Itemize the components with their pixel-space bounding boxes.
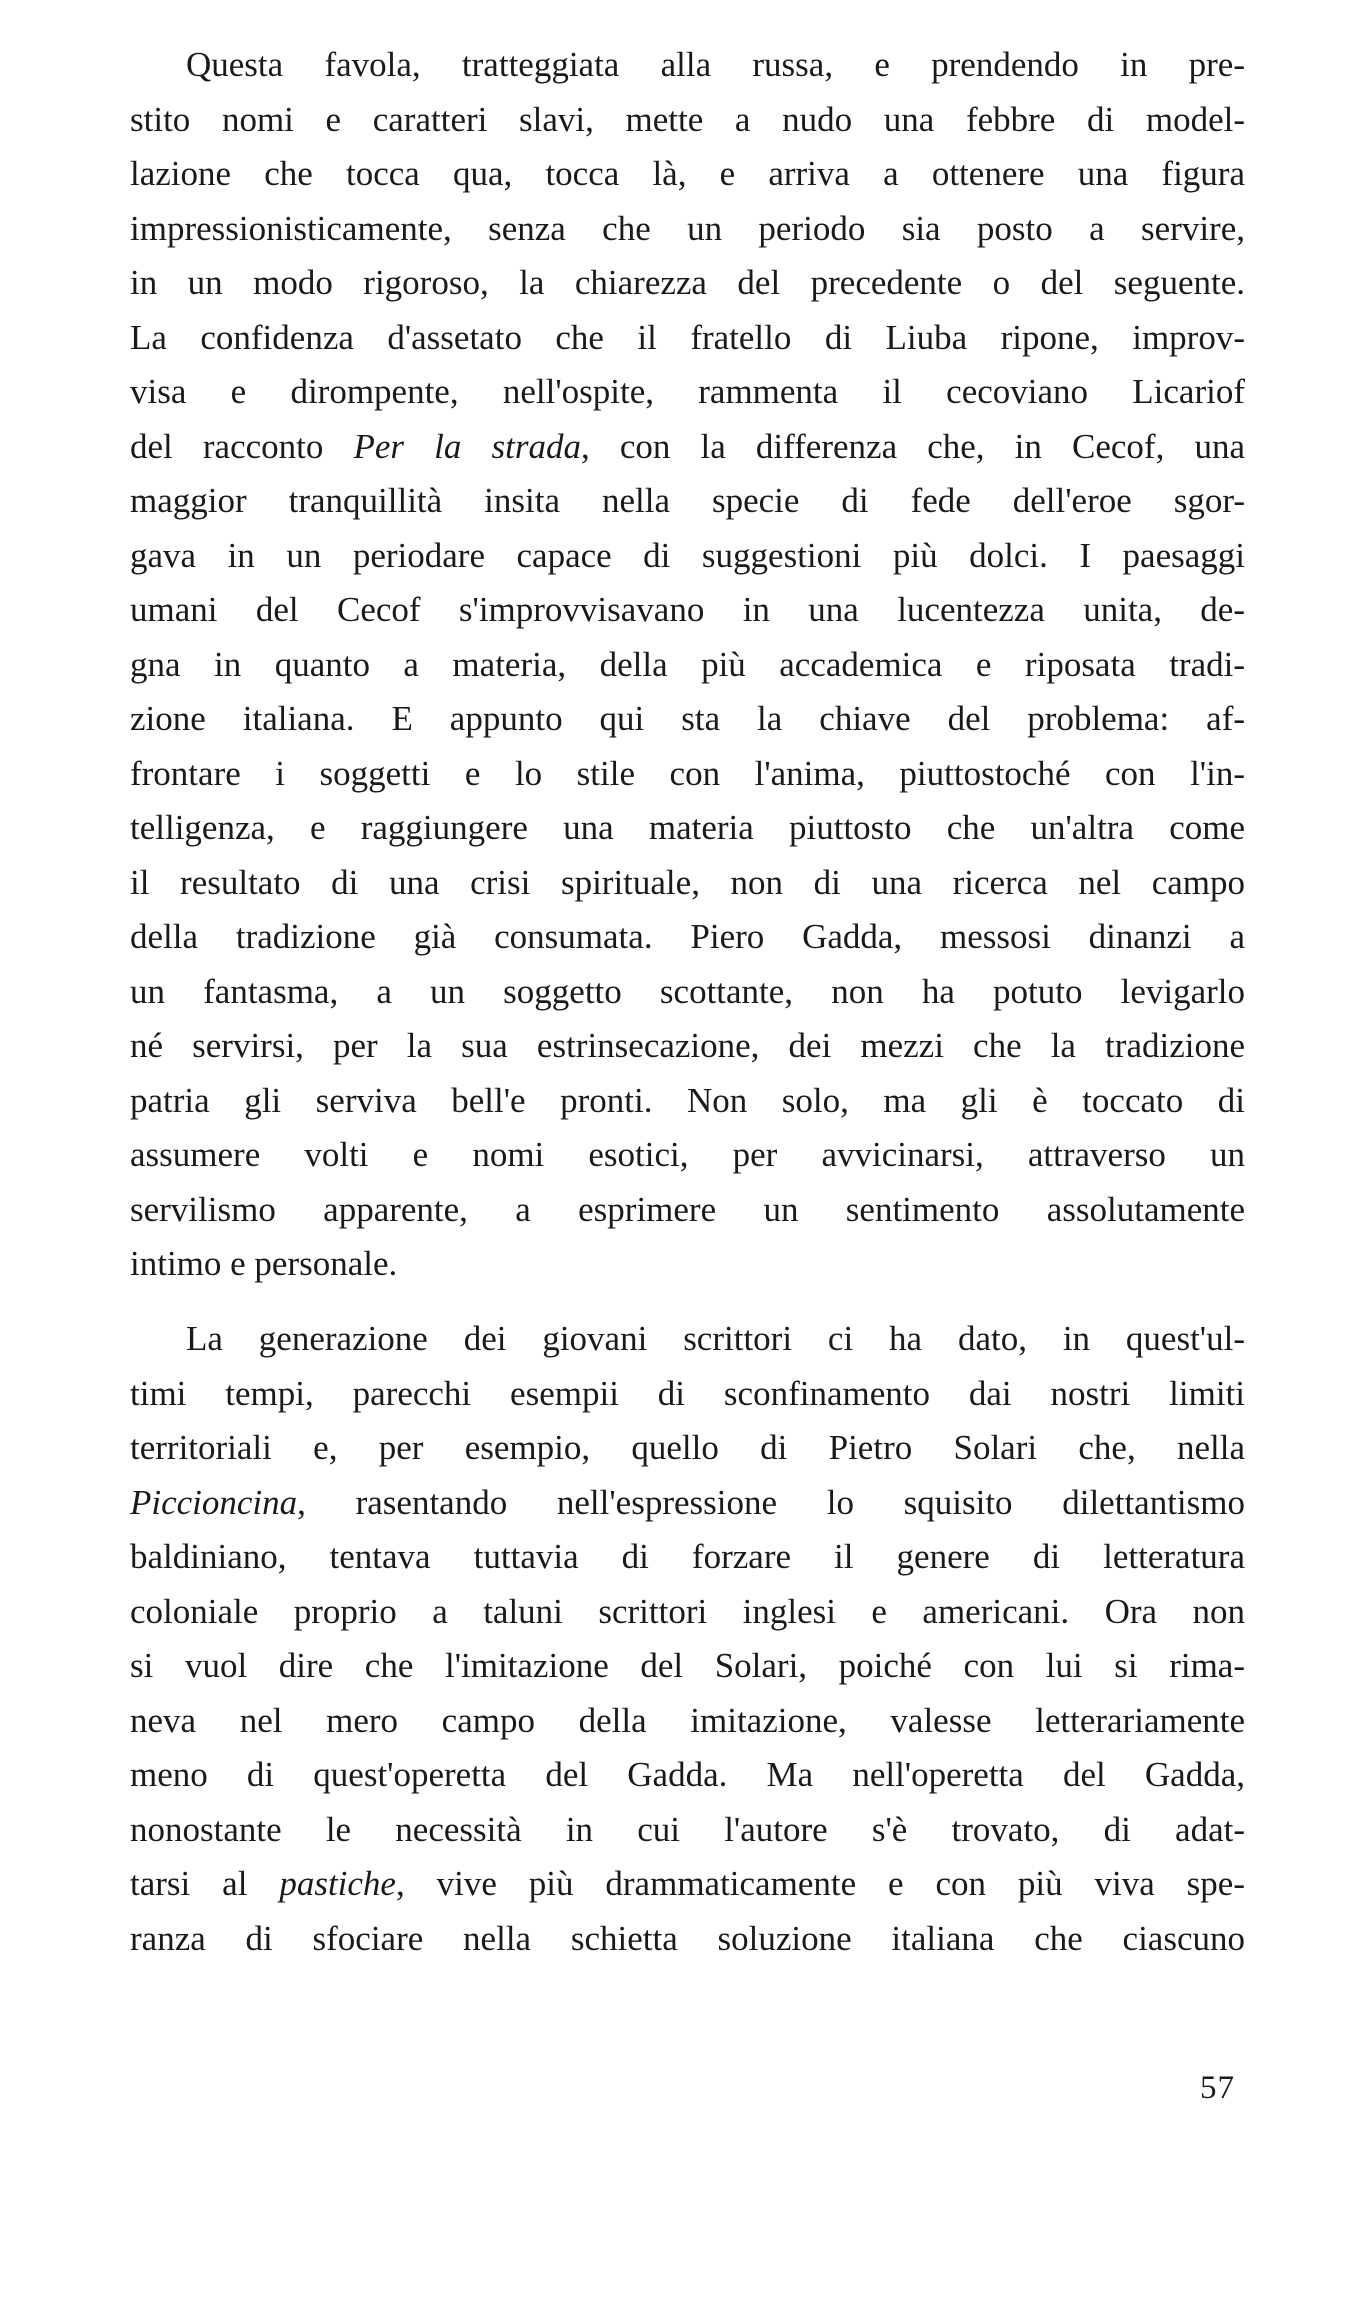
italic-title: Per la strada xyxy=(353,426,581,466)
text-line: gna in quanto a materia, della più accademica e riposata tradi- xyxy=(130,644,1245,684)
text-line: timi tempi, parecchi esempii di sconfinamento dai nostri limiti xyxy=(130,1373,1245,1413)
text-line: un fantasma, a un soggetto scottante, non ha potuto levigarlo xyxy=(130,971,1245,1011)
text-line: neva nel mero campo della imitazione, valesse letterariamente xyxy=(130,1700,1245,1740)
text-segment: tarsi al xyxy=(130,1864,280,1903)
text-line: meno di quest'operetta del Gadda. Ma nell'operetta del Gadda, xyxy=(130,1755,1245,1794)
text-line: territoriali e, per esempio, quello di Pietro Solari che, nella xyxy=(130,1428,1245,1467)
text-line xyxy=(130,1476,1245,1531)
text-line: coloniale proprio a taluni scrittori inglesi e americani. Ora non xyxy=(130,1591,1245,1631)
text-line: zione italiana. E appunto qui sta la chiave del problema: af- xyxy=(130,699,1245,738)
text-line: frontare i soggetti e lo stile con l'anima, piuttostoché con l'in- xyxy=(130,753,1245,793)
text-line: patria gli serviva bell'e pronti. Non solo, ma gli è toccato di xyxy=(130,1080,1245,1120)
text-line: assumere volti e nomi esotici, per avvicinarsi, attraverso un xyxy=(130,1135,1245,1174)
text-line: Questa favola, tratteggiata alla russa, e prendendo in pre- xyxy=(186,45,1245,84)
text-line: lazione che tocca qua, tocca là, e arriva a ottenere una figura xyxy=(130,154,1245,193)
text-line: né servirsi, per la sua estrinsecazione, dei mezzi che la tradizione xyxy=(130,1026,1245,1065)
text-line: La generazione dei giovani scrittori ci ha dato, in quest'ul- xyxy=(186,1319,1245,1358)
text-segment: del racconto xyxy=(130,426,354,466)
text-line: maggior tranquillità insita nella specie di fede dell'eroe sgor- xyxy=(130,481,1245,520)
italic-title: pastiche xyxy=(279,1864,396,1903)
text-line: La confidenza d'assetato che il fratello di Liuba ripone, improv- xyxy=(130,317,1245,357)
text-line: intimo e personale. xyxy=(130,1244,398,1283)
page-number: 57 xyxy=(1200,2070,1235,2106)
text-segment: , con la differenza che, in Cecof, una xyxy=(580,426,1245,466)
paragraph-2 xyxy=(130,1312,1245,1966)
text-line: in un modo rigoroso, la chiarezza del precedente o del seguente. xyxy=(130,263,1245,302)
text-line: visa e dirompente, nell'ospite, rammenta il cecoviano Licariof xyxy=(130,372,1245,411)
text-line: si vuol dire che l'imitazione del Solari, poiché con lui si rima- xyxy=(130,1646,1245,1685)
text-line xyxy=(130,420,1245,475)
italic-title: Piccioncina xyxy=(130,1482,298,1522)
text-line: umani del Cecof s'improvvisavano in una lucentezza unita, de- xyxy=(130,590,1245,629)
text-line: telligenza, e raggiungere una materia piuttosto che un'altra come xyxy=(130,808,1245,847)
text-line xyxy=(130,1857,1245,1912)
text-line: gava in un periodare capace di suggestioni più dolci. I paesaggi xyxy=(130,535,1245,575)
text-line: nonostante le necessità in cui l'autore s'è trovato, di adat- xyxy=(130,1809,1245,1849)
paragraph-1 xyxy=(130,38,1245,1292)
text-line: il resultato di una crisi spirituale, non di una ricerca nel campo xyxy=(130,862,1245,902)
text-line: della tradizione già consumata. Piero Gadda, messosi dinanzi a xyxy=(130,917,1245,956)
text-line: servilismo apparente, a esprimere un sentimento assolutamente xyxy=(130,1189,1245,1229)
text-line: baldiniano, tentava tuttavia di forzare il genere di letteratura xyxy=(130,1537,1245,1576)
text-line: ranza di sfociare nella schietta soluzione italiana che ciascuno xyxy=(130,1918,1245,1958)
text-line: impressionisticamente, senza che un periodo sia posto a servire, xyxy=(130,208,1245,248)
text-segment: , vive più drammaticamente e con più viva spe- xyxy=(395,1864,1245,1903)
text-segment: , rasentando nell'espressione lo squisito dilettantismo xyxy=(297,1482,1245,1522)
text-line: stito nomi e caratteri slavi, mette a nudo una febbre di model- xyxy=(130,99,1245,139)
